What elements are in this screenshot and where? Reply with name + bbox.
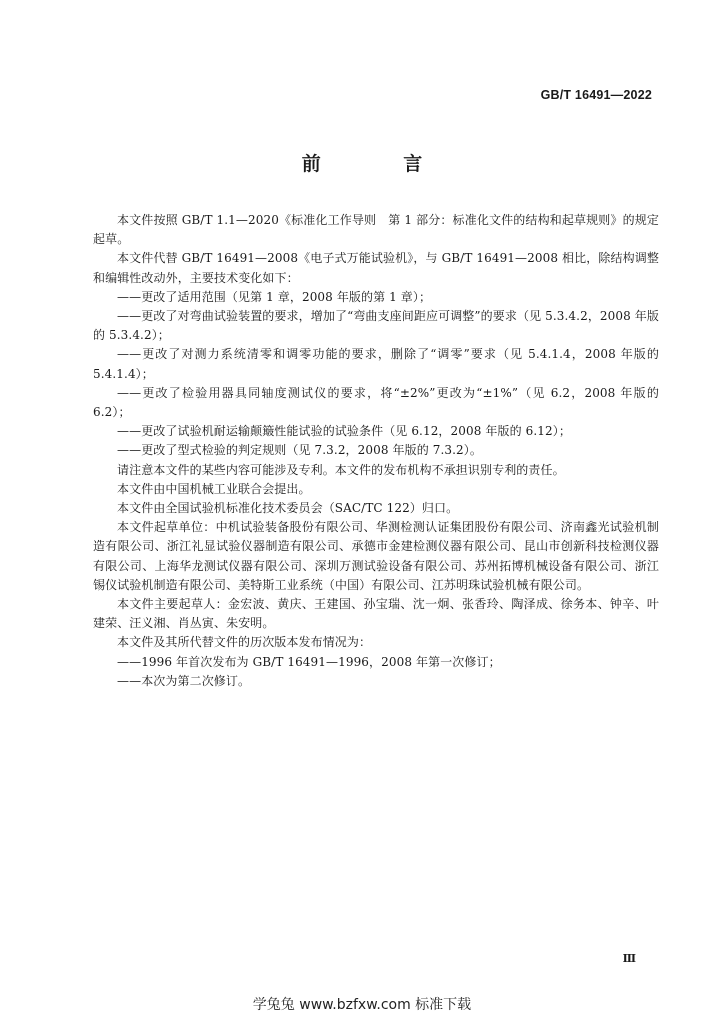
watermark-text: 学兔兔 www.bzfxw.com 标准下载 bbox=[252, 997, 472, 1013]
list-item: ——更改了检验用器具同轴度测试仪的要求，将“±2%”更改为“±1%”（见 6.2，2008 年版的 6.2）； bbox=[93, 385, 659, 420]
version-history-list bbox=[93, 653, 659, 691]
paragraph-drafters: 本文件主要起草人：金宏波、黄庆、王建国、孙宝瑞、沈一炯、张香玲、陶泽成、徐务本、钟辛、叶建荣、汪义湘、肖丛寅、朱安明。 bbox=[93, 597, 659, 631]
technical-changes-list bbox=[93, 288, 659, 461]
list-item: ——更改了型式检验的判定规则（见 7.3.2，2008 年版的 7.3.2）。 bbox=[117, 443, 482, 458]
list-item: ——本次为第二次修订。 bbox=[117, 673, 251, 688]
page-title: 前 言 bbox=[301, 153, 461, 175]
list-item: ——更改了试验机耐运输颠簸性能试验的试验条件（见 6.12，2008 年版的 6.12）； bbox=[117, 424, 571, 439]
list-item: ——更改了对弯曲试验装置的要求，增加了“弯曲支座间距应可调整”的要求（见 5.3.4.2，2008 年版的 5.3.4.2）； bbox=[93, 309, 659, 343]
paragraph-history-intro: 本文件及其所代替文件的历次版本发布情况为： bbox=[117, 635, 372, 650]
paragraph-committee: 本文件由全国试验机标准化技术委员会（SAC/TC 122）归口。 bbox=[117, 501, 459, 516]
standard-code: GB/T 16491—2022 bbox=[540, 88, 652, 102]
paragraph-drafting-rules: 本文件按照 GB/T 1.1—2020《标准化工作导则 第 1 部分：标准化文件的结构和起草规则》的规定起草。 bbox=[93, 213, 659, 247]
paragraph-patent-notice: 请注意本文件的某些内容可能涉及专利。本文件的发布机构不承担识别专利的责任。 bbox=[117, 462, 565, 477]
foreword-body bbox=[93, 211, 659, 691]
paragraph-drafting-units: 本文件起草单位：中机试验装备股份有限公司、华测检测认证集团股份有限公司、济南鑫光试验机制造有限公司、浙江礼显试验仪器制造有限公司、承德市金建检测仪器有限公司、昆山市创新科技检测仪器有限公司、上海华龙测试仪器有限公司、深圳万测试验设备有限公司、苏州拓博机械设备有限公司、浙江锡仪试验机制造有限公司、美特斯工业系统（中国）有限公司、江苏明珠试验机械有限公司。 bbox=[93, 520, 659, 592]
paragraph-replacement: 本文件代替 GB/T 16491—2008《电子式万能试验机》，与 GB/T 16491—2008 相比，除结构调整和编辑性改动外，主要技术变化如下： bbox=[93, 251, 659, 285]
list-item: ——更改了适用范围（见第 1 章，2008 年版的第 1 章）； bbox=[117, 289, 432, 304]
paragraph-proposer: 本文件由中国机械工业联合会提出。 bbox=[117, 481, 311, 496]
page-number: Ⅲ bbox=[622, 952, 636, 965]
list-item: ——1996 年首次发布为 GB/T 16491—1996，2008 年第一次修订； bbox=[117, 654, 501, 669]
list-item: ——更改了对测力系统清零和调零功能的要求，删除了“调零”要求（见 5.4.1.4，2008 年版的 5.4.1.4）； bbox=[93, 347, 659, 381]
